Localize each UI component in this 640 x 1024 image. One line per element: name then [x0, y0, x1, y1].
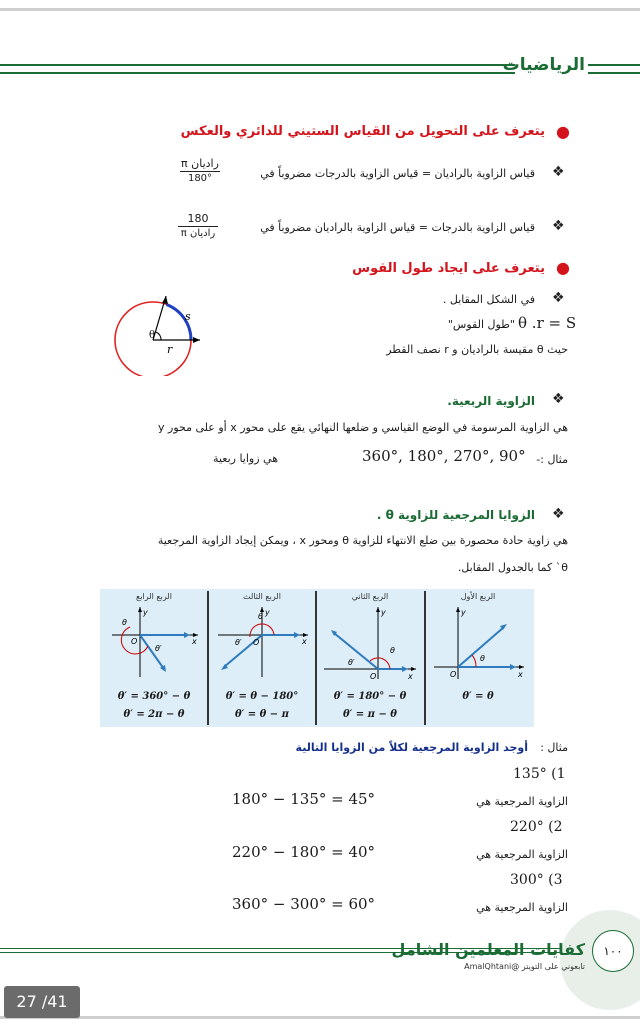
example-label-1: الزاوية المرجعية هي — [476, 795, 568, 808]
arc-length-figure — [105, 286, 210, 376]
section3-text: هي الزاوية المرسومة في الوضع القياسي و ضلعها النهائي يقع على محور x أو على محور y — [158, 421, 568, 434]
svg-text:y: y — [461, 608, 466, 617]
rule2-text: قياس الزاوية بالدرجات = قياس الزاوية بالراديان مضروباً في — [260, 221, 535, 234]
footer-brand: كفايات المعلمين الشامل — [391, 940, 585, 959]
header-rule-right — [588, 64, 640, 74]
panel-title-q1: الربع الأول — [460, 592, 496, 601]
section3-example-values: 360°, 180°, 270°, 90° — [362, 447, 526, 465]
arc-label: "طول القوس" — [447, 318, 515, 331]
section4-heading: الزوايا المرجعية للزاوية θ . — [376, 508, 535, 522]
svg-text:O: O — [370, 672, 377, 681]
svg-text:x: x — [192, 637, 197, 646]
section3-example-tail: هي زوايا ربعية — [213, 452, 278, 465]
rule1-fraction — [180, 157, 220, 184]
svg-text:O: O — [253, 638, 260, 647]
rule2-fraction — [178, 212, 218, 239]
svg-text:O: O — [450, 670, 457, 679]
example-label-2: الزاوية المرجعية هي — [476, 848, 568, 861]
eq-q4-deg: θ′ = 360° − θ — [117, 691, 191, 702]
example-label: مثال : — [540, 741, 568, 754]
arc-formula: θ .r = S — [518, 314, 577, 332]
fig-label-s: s — [185, 310, 191, 323]
bullet-icon: ● — [556, 258, 570, 277]
section2-heading: يتعرف على ايجاد طول القوس — [352, 261, 545, 276]
example-angle-2: 220° (2 — [510, 819, 563, 835]
svg-text:x: x — [408, 672, 413, 681]
section4-text: هي زاوية حادة محصورة بين ضلع الانتهاء للزاوية θ ومحور x ، ويمكن إيجاد الزاوية المرجعية — [157, 534, 568, 547]
panel-title-q4: الربع الرابع — [136, 592, 172, 601]
eq-q2-deg: θ′ = 180° − θ — [333, 691, 407, 702]
bullet-icon: ● — [556, 122, 570, 141]
example-result-3: 360° − 300° = 60° — [232, 895, 376, 913]
bottom-rule — [0, 1016, 640, 1019]
arc-line1: في الشكل المقابل . — [442, 293, 535, 306]
example-result-1: 180° − 135° = 45° — [232, 790, 376, 808]
section3-example-label: مثال :- — [536, 453, 568, 466]
svg-text:θ: θ — [480, 654, 485, 663]
page-pager[interactable]: 27 /41 — [4, 986, 80, 1018]
example-angle-1: 135° (1 — [513, 766, 566, 782]
eq-q1-deg: θ′ = θ — [462, 691, 494, 702]
diamond-icon: ❖ — [552, 290, 565, 306]
section1-heading: يتعرف على التحويل من القياس الستيني للدائري والعكس — [180, 124, 545, 139]
svg-text:y: y — [381, 608, 386, 617]
example-title: أوجد الزاوية المرجعية لكلاً من الزوايا التالية — [295, 741, 528, 754]
fig-label-r: r — [167, 343, 173, 356]
panel-title-q2: الربع الثاني — [351, 592, 389, 601]
rule2-num: 180 — [178, 212, 218, 227]
page-number-badge: ١٠٠ — [592, 930, 634, 972]
example-result-2: 220° − 180° = 40° — [232, 843, 376, 861]
diamond-icon: ❖ — [552, 164, 565, 180]
svg-text:x: x — [302, 637, 307, 646]
section3-heading: الزاوية الربعية. — [447, 394, 535, 408]
eq-q2-rad: θ′ = π − θ — [343, 709, 397, 720]
eq-q3-deg: θ′ = θ − 180° — [225, 691, 299, 702]
example-label-3: الزاوية المرجعية هي — [476, 901, 568, 914]
svg-text:θ′: θ′ — [348, 658, 355, 667]
fig-label-theta: θ — [149, 330, 156, 341]
example-angle-3: 300° (3 — [510, 872, 563, 888]
svg-text:θ: θ — [122, 618, 127, 627]
svg-text:θ: θ — [390, 646, 395, 655]
page-title: الرياضيات — [502, 55, 585, 75]
eq-q3-rad: θ′ = θ − π — [235, 709, 289, 720]
reference-angle-table — [100, 589, 534, 727]
diamond-icon: ❖ — [552, 218, 565, 234]
arc-line3: حيث θ مقيسة بالراديان و r نصف القطر — [386, 343, 568, 356]
panel-title-q3: الربع الثالث — [243, 592, 281, 601]
quadrant-4-diagram — [112, 607, 198, 677]
rule2-den: π راديان — [180, 228, 216, 239]
rule1-text: قياس الزاوية بالراديان = قياس الزاوية بالدرجات مضروباً في — [260, 167, 535, 180]
quadrant-1-diagram — [434, 607, 524, 679]
svg-text:O: O — [131, 637, 138, 646]
quadrant-3-diagram — [218, 607, 308, 677]
svg-text:θ: θ — [258, 612, 263, 621]
svg-text:y: y — [265, 608, 270, 617]
rule1-den: 180° — [187, 173, 213, 184]
top-rule — [0, 8, 640, 11]
section4-text2: θ` كما بالجدول المقابل. — [457, 561, 568, 574]
diamond-icon: ❖ — [552, 506, 565, 522]
quadrant-2-diagram — [324, 607, 416, 681]
svg-text:θ′: θ′ — [235, 638, 242, 647]
footer-brand-sub: تابعوني على التويتر @AmalQhtani — [464, 962, 585, 971]
header-rule — [0, 64, 515, 74]
svg-text:θ′: θ′ — [155, 644, 162, 653]
svg-text:y: y — [143, 608, 148, 617]
svg-text:x: x — [518, 670, 523, 679]
eq-q4-rad: θ′ = 2π − θ — [123, 709, 185, 720]
diamond-icon: ❖ — [552, 391, 565, 407]
rule1-num: π راديان — [181, 157, 219, 170]
